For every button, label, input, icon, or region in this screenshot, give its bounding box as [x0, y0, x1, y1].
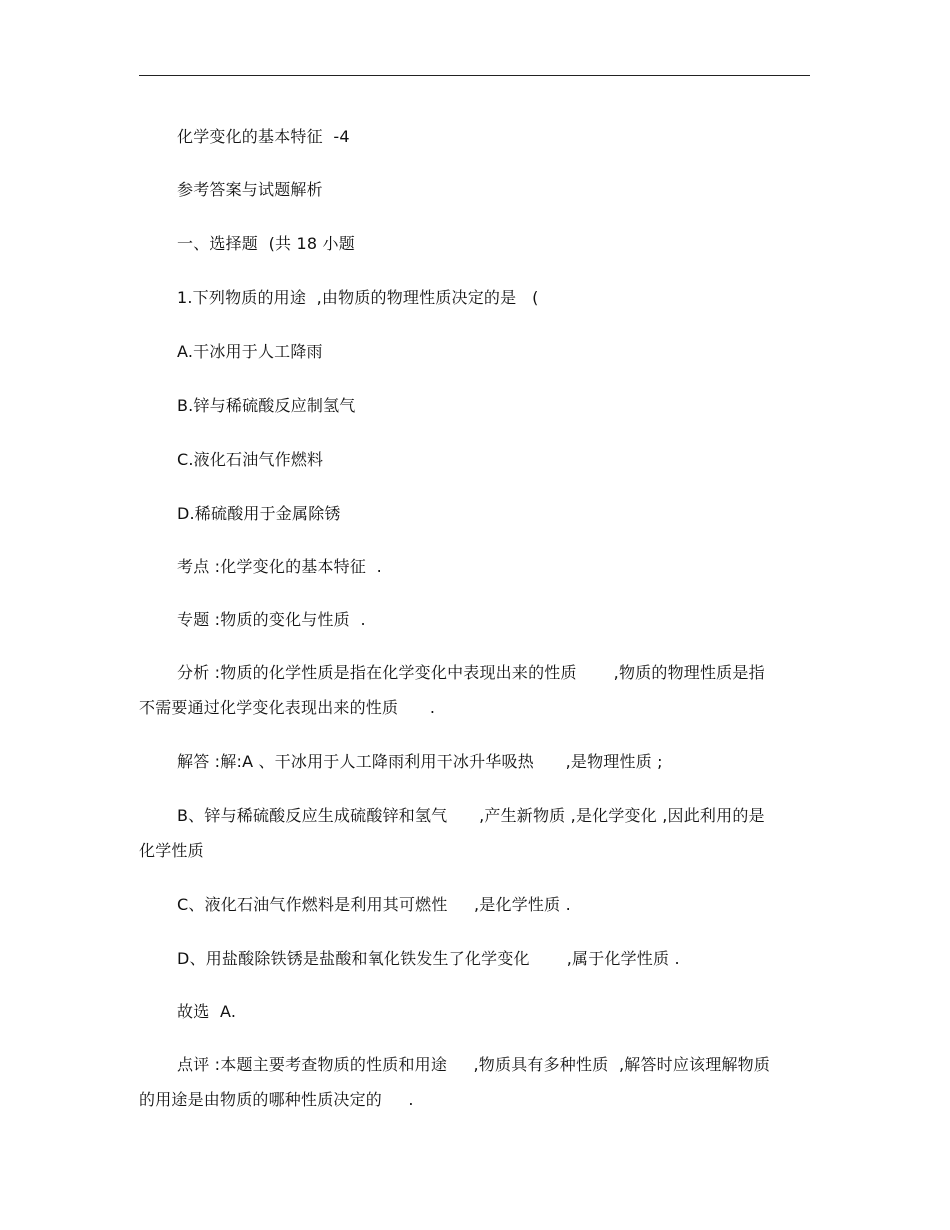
document-title: 化学变化的基本特征 -4: [177, 127, 350, 146]
solution-b-line-1: B、锌与稀硫酸反应生成硫酸锌和氢气 ,产生新物质 ,是化学变化 ,因此利用的是: [177, 806, 765, 825]
header-rule: [139, 75, 810, 76]
comment-line-2: 的用途是由物质的哪种性质决定的 .: [139, 1090, 414, 1109]
analysis-line-2: 不需要通过化学变化表现出来的性质 .: [139, 698, 436, 717]
solution-b-line-2: 化学性质: [139, 841, 204, 860]
analysis-line-1: 分析 :物质的化学性质是指在化学变化中表现出来的性质 ,物质的物理性质是指: [177, 663, 765, 682]
answer-line: 故选 A.: [177, 1002, 237, 1021]
question-stem: 1.下列物质的用途 ,由物质的物理性质决定的是 (: [177, 288, 539, 307]
zhuanti-line: 专题 :物质的变化与性质 .: [177, 610, 366, 629]
solution-c: C、液化石油气作燃料是利用其可燃性 ,是化学性质 .: [177, 895, 571, 914]
section-heading: 一、选择题 (共 18 小题: [177, 234, 355, 253]
solution-d: D、用盐酸除铁锈是盐酸和氧化铁发生了化学变化 ,属于化学性质 .: [177, 949, 680, 968]
option-a: A.干冰用于人工降雨: [177, 342, 323, 361]
solution-a: 解答 :解:A 、干冰用于人工降雨利用干冰升华吸热 ,是物理性质 ;: [177, 752, 663, 771]
comment-line-1: 点评 :本题主要考查物质的性质和用途 ,物质具有多种性质 ,解答时应该理解物质: [177, 1055, 771, 1074]
document-subtitle: 参考答案与试题解析: [177, 180, 323, 199]
option-c: C.液化石油气作燃料: [177, 450, 324, 469]
option-b: B.锌与稀硫酸反应制氢气: [177, 396, 356, 415]
kaodian-line: 考点 :化学变化的基本特征 .: [177, 557, 382, 576]
option-d: D.稀硫酸用于金属除锈: [177, 504, 341, 523]
